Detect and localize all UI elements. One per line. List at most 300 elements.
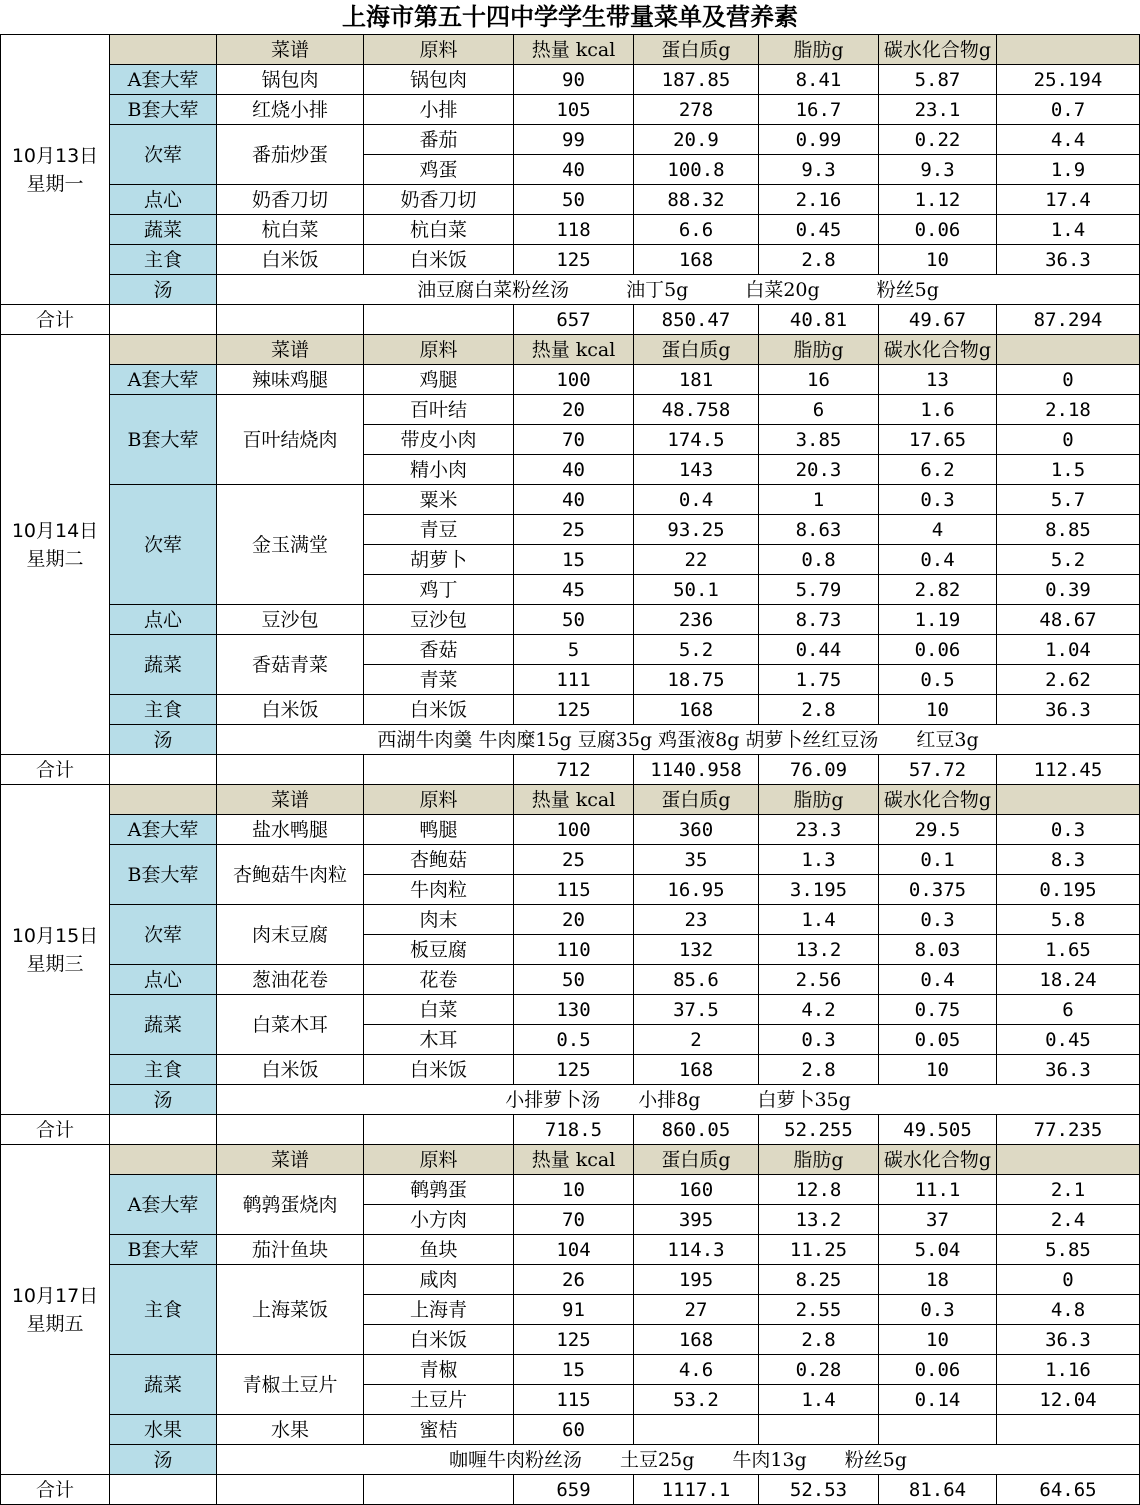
protein-cell: 5.79 bbox=[759, 575, 879, 605]
kcal-cell: 395 bbox=[634, 1205, 759, 1235]
kcal-cell: 22 bbox=[634, 545, 759, 575]
fat-cell: 29.5 bbox=[879, 815, 997, 845]
header-kcal: 蛋白质g bbox=[634, 785, 759, 815]
total-blank bbox=[110, 755, 217, 785]
carbs-cell: 1.04 bbox=[997, 635, 1140, 665]
kcal-cell: 168 bbox=[634, 1325, 759, 1355]
category-cell: 主食 bbox=[110, 1265, 217, 1355]
table-row bbox=[1, 95, 1140, 125]
grams-cell: 99 bbox=[514, 125, 634, 155]
header-carbs bbox=[997, 785, 1140, 815]
category-cell: B套大荤 bbox=[110, 1235, 217, 1265]
total-carbs-cell: 64.65 bbox=[997, 1475, 1140, 1505]
kcal-cell: 88.32 bbox=[634, 185, 759, 215]
carbs-cell: 1.65 bbox=[997, 935, 1140, 965]
soup-label-cell: 汤 bbox=[110, 725, 217, 755]
day-weekday: 星期五 bbox=[26, 1312, 84, 1335]
table-row bbox=[1, 965, 1140, 995]
soup-label-cell: 汤 bbox=[110, 275, 217, 305]
header-kcal: 蛋白质g bbox=[634, 335, 759, 365]
category-cell: A套大荤 bbox=[110, 365, 217, 395]
protein-cell: 4.2 bbox=[759, 995, 879, 1025]
grams-cell: 110 bbox=[514, 935, 634, 965]
protein-cell: 8.73 bbox=[759, 605, 879, 635]
protein-cell: 2.55 bbox=[759, 1295, 879, 1325]
kcal-cell: 195 bbox=[634, 1265, 759, 1295]
carbs-cell: 0 bbox=[997, 365, 1140, 395]
protein-cell: 1.3 bbox=[759, 845, 879, 875]
total-grams-cell: 657 bbox=[514, 305, 634, 335]
carbs-cell: 1.16 bbox=[997, 1355, 1140, 1385]
carbs-cell: 12.04 bbox=[997, 1385, 1140, 1415]
category-cell: A套大荤 bbox=[110, 1175, 217, 1235]
table-row bbox=[1, 65, 1140, 95]
header-protein: 脂肪g bbox=[759, 1145, 879, 1175]
ingredient-cell: 肉末 bbox=[364, 905, 514, 935]
category-cell: 次荤 bbox=[110, 125, 217, 185]
fat-cell: 5.87 bbox=[879, 65, 997, 95]
fat-cell: 0.1 bbox=[879, 845, 997, 875]
category-cell: 水果 bbox=[110, 1415, 217, 1445]
fat-cell: 0.14 bbox=[879, 1385, 997, 1415]
header-blank bbox=[110, 1145, 217, 1175]
dish-cell: 锅包肉 bbox=[217, 65, 364, 95]
ingredient-cell: 粟米 bbox=[364, 485, 514, 515]
carbs-cell: 36.3 bbox=[997, 695, 1140, 725]
total-grams-cell: 659 bbox=[514, 1475, 634, 1505]
total-fat-cell: 81.64 bbox=[879, 1475, 997, 1505]
carbs-cell: 36.3 bbox=[997, 245, 1140, 275]
grams-cell: 100 bbox=[514, 815, 634, 845]
kcal-cell bbox=[634, 1415, 759, 1445]
carbs-cell: 0.7 bbox=[997, 95, 1140, 125]
dish-cell: 葱油花卷 bbox=[217, 965, 364, 995]
ingredient-cell: 上海青 bbox=[364, 1295, 514, 1325]
day-date-cell bbox=[1, 785, 110, 1115]
ingredient-cell: 板豆腐 bbox=[364, 935, 514, 965]
soup-row bbox=[1, 1085, 1140, 1115]
table-row bbox=[1, 635, 1140, 665]
fat-cell: 18 bbox=[879, 1265, 997, 1295]
dish-cell: 番茄炒蛋 bbox=[217, 125, 364, 185]
dish-cell: 上海菜饭 bbox=[217, 1265, 364, 1355]
table-row bbox=[1, 245, 1140, 275]
grams-cell: 115 bbox=[514, 1385, 634, 1415]
kcal-cell: 187.85 bbox=[634, 65, 759, 95]
grams-cell: 105 bbox=[514, 95, 634, 125]
carbs-cell: 0 bbox=[997, 1265, 1140, 1295]
soup-cell: 西湖牛肉羹 牛肉糜15g 豆腐35g 鸡蛋液8g 胡萝卜丝红豆汤 红豆3g bbox=[217, 725, 1140, 755]
protein-cell: 20.3 bbox=[759, 455, 879, 485]
grams-cell: 26 bbox=[514, 1265, 634, 1295]
fat-cell: 0.75 bbox=[879, 995, 997, 1025]
ingredient-cell: 胡萝卜 bbox=[364, 545, 514, 575]
carbs-cell: 8.3 bbox=[997, 845, 1140, 875]
ingredient-cell: 杭白菜 bbox=[364, 215, 514, 245]
fat-cell: 0.05 bbox=[879, 1025, 997, 1055]
grams-cell: 118 bbox=[514, 215, 634, 245]
table-row bbox=[1, 485, 1140, 515]
table-row bbox=[1, 1055, 1140, 1085]
carbs-cell: 0.39 bbox=[997, 575, 1140, 605]
carbs-cell: 0.45 bbox=[997, 1025, 1140, 1055]
ingredient-cell: 白米饭 bbox=[364, 1055, 514, 1085]
grams-cell: 15 bbox=[514, 545, 634, 575]
day-weekday: 星期三 bbox=[26, 952, 84, 975]
ingredient-cell: 小方肉 bbox=[364, 1205, 514, 1235]
day-weekday: 星期一 bbox=[26, 172, 84, 195]
grams-cell: 40 bbox=[514, 455, 634, 485]
table-row bbox=[1, 995, 1140, 1025]
dish-cell: 辣味鸡腿 bbox=[217, 365, 364, 395]
kcal-cell: 174.5 bbox=[634, 425, 759, 455]
kcal-cell: 168 bbox=[634, 1055, 759, 1085]
protein-cell: 0.44 bbox=[759, 635, 879, 665]
table-row bbox=[1, 365, 1140, 395]
carbs-cell bbox=[997, 1415, 1140, 1445]
total-kcal-cell: 850.47 bbox=[634, 305, 759, 335]
grams-cell: 20 bbox=[514, 905, 634, 935]
protein-cell: 6 bbox=[759, 395, 879, 425]
protein-cell: 2.16 bbox=[759, 185, 879, 215]
header-kcal: 蛋白质g bbox=[634, 1145, 759, 1175]
total-fat-cell: 49.67 bbox=[879, 305, 997, 335]
category-cell: 蔬菜 bbox=[110, 1355, 217, 1415]
dish-cell: 白米饭 bbox=[217, 1055, 364, 1085]
kcal-cell: 53.2 bbox=[634, 1385, 759, 1415]
menu-table bbox=[0, 34, 1140, 1505]
carbs-cell: 18.24 bbox=[997, 965, 1140, 995]
category-cell: 主食 bbox=[110, 1055, 217, 1085]
dish-cell: 青椒土豆片 bbox=[217, 1355, 364, 1415]
ingredient-cell: 鹌鹑蛋 bbox=[364, 1175, 514, 1205]
ingredient-cell: 蜜桔 bbox=[364, 1415, 514, 1445]
grams-cell: 25 bbox=[514, 515, 634, 545]
kcal-cell: 2 bbox=[634, 1025, 759, 1055]
total-blank bbox=[217, 1115, 364, 1145]
dish-cell: 白米饭 bbox=[217, 245, 364, 275]
table-row bbox=[1, 1175, 1140, 1205]
total-carbs-cell: 112.45 bbox=[997, 755, 1140, 785]
total-blank bbox=[110, 1115, 217, 1145]
header-kcal: 蛋白质g bbox=[634, 35, 759, 65]
day-header-row bbox=[1, 785, 1140, 815]
category-cell: 主食 bbox=[110, 695, 217, 725]
carbs-cell: 0.3 bbox=[997, 815, 1140, 845]
header-protein: 脂肪g bbox=[759, 35, 879, 65]
grams-cell: 50 bbox=[514, 605, 634, 635]
carbs-cell: 6 bbox=[997, 995, 1140, 1025]
grams-cell: 115 bbox=[514, 875, 634, 905]
day-header-row bbox=[1, 335, 1140, 365]
carbs-cell: 5.85 bbox=[997, 1235, 1140, 1265]
ingredient-cell: 木耳 bbox=[364, 1025, 514, 1055]
carbs-cell: 48.67 bbox=[997, 605, 1140, 635]
protein-cell: 3.195 bbox=[759, 875, 879, 905]
kcal-cell: 5.2 bbox=[634, 635, 759, 665]
fat-cell: 6.2 bbox=[879, 455, 997, 485]
total-label-cell: 合计 bbox=[1, 1475, 110, 1505]
carbs-cell: 1.9 bbox=[997, 155, 1140, 185]
ingredient-cell: 鸡腿 bbox=[364, 365, 514, 395]
table-row bbox=[1, 395, 1140, 425]
dish-cell: 红烧小排 bbox=[217, 95, 364, 125]
fat-cell: 1.6 bbox=[879, 395, 997, 425]
category-cell: 次荤 bbox=[110, 485, 217, 605]
protein-cell: 0.28 bbox=[759, 1355, 879, 1385]
carbs-cell: 0.195 bbox=[997, 875, 1140, 905]
grams-cell: 40 bbox=[514, 485, 634, 515]
dish-cell: 杭白菜 bbox=[217, 215, 364, 245]
protein-cell: 2.8 bbox=[759, 695, 879, 725]
protein-cell: 1 bbox=[759, 485, 879, 515]
header-blank bbox=[110, 35, 217, 65]
total-label-cell: 合计 bbox=[1, 755, 110, 785]
grams-cell: 50 bbox=[514, 965, 634, 995]
fat-cell: 10 bbox=[879, 1325, 997, 1355]
grams-cell: 45 bbox=[514, 575, 634, 605]
carbs-cell: 36.3 bbox=[997, 1325, 1140, 1355]
total-blank bbox=[110, 305, 217, 335]
total-label-cell: 合计 bbox=[1, 1115, 110, 1145]
dish-cell: 香菇青菜 bbox=[217, 635, 364, 695]
carbs-cell: 4.8 bbox=[997, 1295, 1140, 1325]
protein-cell: 8.63 bbox=[759, 515, 879, 545]
total-protein-cell: 40.81 bbox=[759, 305, 879, 335]
grams-cell: 20 bbox=[514, 395, 634, 425]
fat-cell: 13 bbox=[879, 365, 997, 395]
header-carbs bbox=[997, 335, 1140, 365]
protein-cell: 12.8 bbox=[759, 1175, 879, 1205]
carbs-cell: 17.4 bbox=[997, 185, 1140, 215]
soup-label-cell: 汤 bbox=[110, 1445, 217, 1475]
protein-cell: 3.85 bbox=[759, 425, 879, 455]
header-fat: 碳水化合物g bbox=[879, 785, 997, 815]
kcal-cell: 114.3 bbox=[634, 1235, 759, 1265]
protein-cell: 0.3 bbox=[759, 1025, 879, 1055]
total-kcal-cell: 1140.958 bbox=[634, 755, 759, 785]
total-blank bbox=[364, 1115, 514, 1145]
kcal-cell: 168 bbox=[634, 245, 759, 275]
protein-cell: 0.99 bbox=[759, 125, 879, 155]
dish-cell: 金玉满堂 bbox=[217, 485, 364, 605]
grams-cell: 0.5 bbox=[514, 1025, 634, 1055]
kcal-cell: 16.95 bbox=[634, 875, 759, 905]
ingredient-cell: 青豆 bbox=[364, 515, 514, 545]
kcal-cell: 48.758 bbox=[634, 395, 759, 425]
kcal-cell: 18.75 bbox=[634, 665, 759, 695]
table-row bbox=[1, 1415, 1140, 1445]
fat-cell: 0.5 bbox=[879, 665, 997, 695]
table-row bbox=[1, 695, 1140, 725]
header-protein: 脂肪g bbox=[759, 785, 879, 815]
header-dish: 菜谱 bbox=[217, 785, 364, 815]
protein-cell: 1.4 bbox=[759, 1385, 879, 1415]
kcal-cell: 6.6 bbox=[634, 215, 759, 245]
carbs-cell: 4.4 bbox=[997, 125, 1140, 155]
protein-cell: 13.2 bbox=[759, 1205, 879, 1235]
ingredient-cell: 鱼块 bbox=[364, 1235, 514, 1265]
kcal-cell: 27 bbox=[634, 1295, 759, 1325]
header-fat: 碳水化合物g bbox=[879, 1145, 997, 1175]
dish-cell: 豆沙包 bbox=[217, 605, 364, 635]
kcal-cell: 360 bbox=[634, 815, 759, 845]
table-row bbox=[1, 215, 1140, 245]
header-ingredient: 原料 bbox=[364, 785, 514, 815]
header-grams: 热量 kcal bbox=[514, 785, 634, 815]
carbs-cell: 0 bbox=[997, 425, 1140, 455]
soup-row bbox=[1, 275, 1140, 305]
total-grams-cell: 712 bbox=[514, 755, 634, 785]
dish-cell: 鹌鹑蛋烧肉 bbox=[217, 1175, 364, 1235]
grams-cell: 40 bbox=[514, 155, 634, 185]
grams-cell: 60 bbox=[514, 1415, 634, 1445]
fat-cell: 0.4 bbox=[879, 965, 997, 995]
total-blank bbox=[217, 1475, 364, 1505]
day-date-cell bbox=[1, 1145, 110, 1475]
category-cell: 点心 bbox=[110, 965, 217, 995]
total-kcal-cell: 860.05 bbox=[634, 1115, 759, 1145]
total-row bbox=[1, 1115, 1140, 1145]
ingredient-cell: 花卷 bbox=[364, 965, 514, 995]
ingredient-cell: 精小肉 bbox=[364, 455, 514, 485]
grams-cell: 10 bbox=[514, 1175, 634, 1205]
carbs-cell: 5.2 bbox=[997, 545, 1140, 575]
day-header-row bbox=[1, 35, 1140, 65]
protein-cell: 16 bbox=[759, 365, 879, 395]
protein-cell: 13.2 bbox=[759, 935, 879, 965]
fat-cell: 4 bbox=[879, 515, 997, 545]
table-row bbox=[1, 125, 1140, 155]
protein-cell: 1.4 bbox=[759, 905, 879, 935]
ingredient-cell: 牛肉粒 bbox=[364, 875, 514, 905]
total-label-cell: 合计 bbox=[1, 305, 110, 335]
table-row bbox=[1, 845, 1140, 875]
kcal-cell: 278 bbox=[634, 95, 759, 125]
fat-cell: 1.12 bbox=[879, 185, 997, 215]
category-cell: A套大荤 bbox=[110, 65, 217, 95]
header-grams: 热量 kcal bbox=[514, 335, 634, 365]
total-fat-cell: 57.72 bbox=[879, 755, 997, 785]
ingredient-cell: 鸭腿 bbox=[364, 815, 514, 845]
kcal-cell: 20.9 bbox=[634, 125, 759, 155]
grams-cell: 100 bbox=[514, 365, 634, 395]
carbs-cell: 1.5 bbox=[997, 455, 1140, 485]
total-row bbox=[1, 305, 1140, 335]
category-cell: A套大荤 bbox=[110, 815, 217, 845]
kcal-cell: 100.8 bbox=[634, 155, 759, 185]
total-protein-cell: 52.255 bbox=[759, 1115, 879, 1145]
header-dish: 菜谱 bbox=[217, 35, 364, 65]
protein-cell: 0.45 bbox=[759, 215, 879, 245]
table-row bbox=[1, 1235, 1140, 1265]
fat-cell: 10 bbox=[879, 1055, 997, 1085]
category-cell: 主食 bbox=[110, 245, 217, 275]
kcal-cell: 35 bbox=[634, 845, 759, 875]
soup-label-cell: 汤 bbox=[110, 1085, 217, 1115]
carbs-cell: 2.4 bbox=[997, 1205, 1140, 1235]
fat-cell: 37 bbox=[879, 1205, 997, 1235]
soup-cell: 油豆腐白菜粉丝汤 油丁5g 白菜20g 粉丝5g bbox=[217, 275, 1140, 305]
header-grams: 热量 kcal bbox=[514, 1145, 634, 1175]
soup-cell: 咖喱牛肉粉丝汤 土豆25g 牛肉13g 粉丝5g bbox=[217, 1445, 1140, 1475]
ingredient-cell: 番茄 bbox=[364, 125, 514, 155]
fat-cell: 11.1 bbox=[879, 1175, 997, 1205]
ingredient-cell: 白米饭 bbox=[364, 1325, 514, 1355]
kcal-cell: 132 bbox=[634, 935, 759, 965]
header-ingredient: 原料 bbox=[364, 335, 514, 365]
category-cell: 点心 bbox=[110, 185, 217, 215]
protein-cell: 9.3 bbox=[759, 155, 879, 185]
day-date-cell bbox=[1, 35, 110, 305]
grams-cell: 70 bbox=[514, 425, 634, 455]
table-row bbox=[1, 1265, 1140, 1295]
soup-row bbox=[1, 725, 1140, 755]
ingredient-cell: 带皮小肉 bbox=[364, 425, 514, 455]
dish-cell: 白米饭 bbox=[217, 695, 364, 725]
fat-cell: 10 bbox=[879, 695, 997, 725]
category-cell: 点心 bbox=[110, 605, 217, 635]
carbs-cell: 2.1 bbox=[997, 1175, 1140, 1205]
protein-cell bbox=[759, 1415, 879, 1445]
total-fat-cell: 49.505 bbox=[879, 1115, 997, 1145]
total-kcal-cell: 1117.1 bbox=[634, 1475, 759, 1505]
category-cell: B套大荤 bbox=[110, 845, 217, 905]
header-dish: 菜谱 bbox=[217, 335, 364, 365]
fat-cell: 0.4 bbox=[879, 545, 997, 575]
ingredient-cell: 香菇 bbox=[364, 635, 514, 665]
dish-cell: 百叶结烧肉 bbox=[217, 395, 364, 485]
fat-cell: 0.06 bbox=[879, 635, 997, 665]
header-fat: 碳水化合物g bbox=[879, 35, 997, 65]
kcal-cell: 168 bbox=[634, 695, 759, 725]
table-row bbox=[1, 1355, 1140, 1385]
soup-cell: 小排萝卜汤 小排8g 白萝卜35g bbox=[217, 1085, 1140, 1115]
dish-cell: 盐水鸭腿 bbox=[217, 815, 364, 845]
fat-cell: 0.3 bbox=[879, 905, 997, 935]
protein-cell: 23.3 bbox=[759, 815, 879, 845]
grams-cell: 50 bbox=[514, 185, 634, 215]
header-carbs bbox=[997, 35, 1140, 65]
ingredient-cell: 奶香刀切 bbox=[364, 185, 514, 215]
dish-cell: 水果 bbox=[217, 1415, 364, 1445]
kcal-cell: 160 bbox=[634, 1175, 759, 1205]
total-blank bbox=[110, 1475, 217, 1505]
category-cell: B套大荤 bbox=[110, 395, 217, 485]
total-protein-cell: 76.09 bbox=[759, 755, 879, 785]
dish-cell: 白菜木耳 bbox=[217, 995, 364, 1055]
kcal-cell: 23 bbox=[634, 905, 759, 935]
carbs-cell: 2.62 bbox=[997, 665, 1140, 695]
ingredient-cell: 白菜 bbox=[364, 995, 514, 1025]
header-ingredient: 原料 bbox=[364, 1145, 514, 1175]
ingredient-cell: 青菜 bbox=[364, 665, 514, 695]
ingredient-cell: 白米饭 bbox=[364, 245, 514, 275]
day-weekday: 星期二 bbox=[26, 547, 84, 570]
fat-cell: 0.3 bbox=[879, 1295, 997, 1325]
day-date: 10月14日 bbox=[11, 519, 99, 542]
total-blank bbox=[364, 755, 514, 785]
grams-cell: 130 bbox=[514, 995, 634, 1025]
header-carbs bbox=[997, 1145, 1140, 1175]
ingredient-cell: 鸡丁 bbox=[364, 575, 514, 605]
fat-cell: 1.19 bbox=[879, 605, 997, 635]
fat-cell: 0.06 bbox=[879, 215, 997, 245]
grams-cell: 111 bbox=[514, 665, 634, 695]
category-cell: B套大荤 bbox=[110, 95, 217, 125]
category-cell: 蔬菜 bbox=[110, 215, 217, 245]
total-blank bbox=[364, 305, 514, 335]
